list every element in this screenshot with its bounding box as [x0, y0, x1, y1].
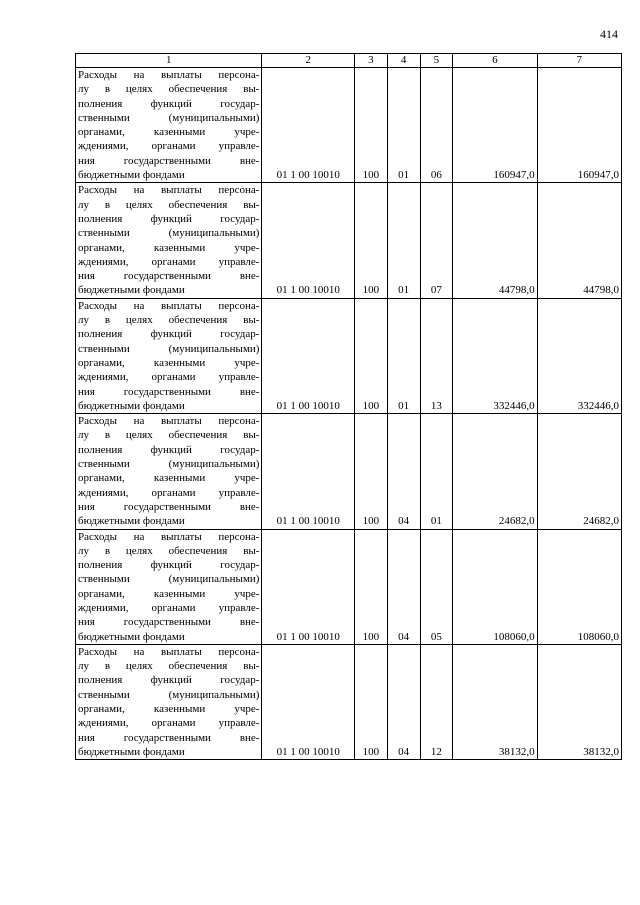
- description-line: ждениями, органами управле-: [78, 140, 260, 153]
- budget-classification-code: 01 1 00 10010: [262, 644, 355, 759]
- description-line: лу в целях обеспечения вы-: [78, 429, 260, 442]
- description-line: Расходы на выплаты персона-: [78, 415, 260, 428]
- amount-column-7: 108060,0: [537, 529, 621, 644]
- description-line: полнения функций государ-: [78, 559, 260, 572]
- description-line: бюджетными фондами: [78, 515, 185, 528]
- expense-description: [76, 298, 262, 413]
- description-line: ственными (муниципальными): [78, 342, 260, 355]
- section-code: 01: [387, 298, 420, 413]
- amount-column-7: 332446,0: [537, 298, 621, 413]
- description-line: ния государственными вне-: [78, 500, 260, 513]
- amount-column-6: 38132,0: [453, 644, 537, 759]
- description-line: полнения функций государ-: [78, 674, 260, 687]
- column-header: 7: [537, 54, 621, 68]
- section-code: 01: [387, 183, 420, 298]
- description-line: органами, казенными учре-: [78, 472, 260, 485]
- subsection-code: 06: [420, 68, 453, 183]
- budget-classification-code: 01 1 00 10010: [262, 68, 355, 183]
- description-line: Расходы на выплаты персона-: [78, 184, 260, 197]
- description-line: бюджетными фондами: [78, 169, 185, 182]
- description-line: лу в целях обеспечения вы-: [78, 660, 260, 673]
- description-line: органами, казенными учре-: [78, 587, 260, 600]
- description-line: ственными (муниципальными): [78, 573, 260, 586]
- expense-type-code: 100: [355, 183, 388, 298]
- table-row: [76, 183, 622, 298]
- description-line: полнения функций государ-: [78, 328, 260, 341]
- description-line: ственными (муниципальными): [78, 458, 260, 471]
- description-line: ния государственными вне-: [78, 731, 260, 744]
- description-line: ждениями, органами управле-: [78, 371, 260, 384]
- column-header: 2: [262, 54, 355, 68]
- column-header: 1: [76, 54, 262, 68]
- budget-classification-code: 01 1 00 10010: [262, 298, 355, 413]
- column-header: 6: [453, 54, 537, 68]
- subsection-code: 12: [420, 644, 453, 759]
- expense-description: [76, 183, 262, 298]
- budget-classification-code: 01 1 00 10010: [262, 183, 355, 298]
- subsection-code: 05: [420, 529, 453, 644]
- description-line: органами, казенными учре-: [78, 241, 260, 254]
- page-number: 414: [600, 27, 618, 41]
- amount-column-6: 44798,0: [453, 183, 537, 298]
- subsection-code: 13: [420, 298, 453, 413]
- table-row: [76, 68, 622, 183]
- description-line: бюджетными фондами: [78, 284, 185, 297]
- description-line: ждениями, органами управле-: [78, 486, 260, 499]
- expense-type-code: 100: [355, 68, 388, 183]
- description-line: бюджетными фондами: [78, 399, 185, 412]
- table-row: [76, 644, 622, 759]
- column-header: 4: [387, 54, 420, 68]
- description-line: органами, казенными учре-: [78, 703, 260, 716]
- description-line: полнения функций государ-: [78, 443, 260, 456]
- budget-classification-code: 01 1 00 10010: [262, 529, 355, 644]
- column-header: 5: [420, 54, 453, 68]
- amount-column-6: 332446,0: [453, 298, 537, 413]
- expense-description: [76, 529, 262, 644]
- description-line: Расходы на выплаты персона-: [78, 645, 260, 658]
- description-line: ственными (муниципальными): [78, 688, 260, 701]
- expense-type-code: 100: [355, 644, 388, 759]
- description-line: органами, казенными учре-: [78, 126, 260, 139]
- amount-column-7: 44798,0: [537, 183, 621, 298]
- description-line: Расходы на выплаты персона-: [78, 299, 260, 312]
- expense-description: [76, 644, 262, 759]
- expense-type-code: 100: [355, 529, 388, 644]
- description-line: ждениями, органами управле-: [78, 255, 260, 268]
- table-row: [76, 414, 622, 529]
- description-line: полнения функций государ-: [78, 212, 260, 225]
- subsection-code: 07: [420, 183, 453, 298]
- description-line: бюджетными фондами: [78, 630, 185, 643]
- expense-type-code: 100: [355, 414, 388, 529]
- budget-classification-code: 01 1 00 10010: [262, 414, 355, 529]
- table-row: [76, 529, 622, 644]
- expense-description: [76, 68, 262, 183]
- description-line: ния государственными вне-: [78, 270, 260, 283]
- amount-column-7: 24682,0: [537, 414, 621, 529]
- budget-table: [75, 53, 622, 760]
- description-line: ждениями, органами управле-: [78, 717, 260, 730]
- description-line: лу в целях обеспечения вы-: [78, 544, 260, 557]
- amount-column-7: 38132,0: [537, 644, 621, 759]
- description-line: ждениями, органами управле-: [78, 601, 260, 614]
- expense-type-code: 100: [355, 298, 388, 413]
- description-line: ственными (муниципальными): [78, 227, 260, 240]
- table-body: [76, 68, 622, 760]
- column-header: 3: [355, 54, 388, 68]
- description-line: органами, казенными учре-: [78, 356, 260, 369]
- amount-column-7: 160947,0: [537, 68, 621, 183]
- description-line: лу в целях обеспечения вы-: [78, 198, 260, 211]
- amount-column-6: 160947,0: [453, 68, 537, 183]
- section-code: 04: [387, 414, 420, 529]
- description-line: ния государственными вне-: [78, 616, 260, 629]
- amount-column-6: 108060,0: [453, 529, 537, 644]
- section-code: 04: [387, 529, 420, 644]
- description-line: ственными (муниципальными): [78, 111, 260, 124]
- description-line: лу в целях обеспечения вы-: [78, 314, 260, 327]
- description-line: Расходы на выплаты персона-: [78, 69, 260, 81]
- description-line: ния государственными вне-: [78, 385, 260, 398]
- amount-column-6: 24682,0: [453, 414, 537, 529]
- table-header-row: [76, 54, 622, 68]
- description-line: Расходы на выплаты персона-: [78, 530, 260, 543]
- description-line: ния государственными вне-: [78, 154, 260, 167]
- expense-description: [76, 414, 262, 529]
- section-code: 01: [387, 68, 420, 183]
- section-code: 04: [387, 644, 420, 759]
- description-line: лу в целях обеспечения вы-: [78, 83, 260, 96]
- table-row: [76, 298, 622, 413]
- subsection-code: 01: [420, 414, 453, 529]
- description-line: полнения функций государ-: [78, 97, 260, 110]
- description-line: бюджетными фондами: [78, 745, 185, 758]
